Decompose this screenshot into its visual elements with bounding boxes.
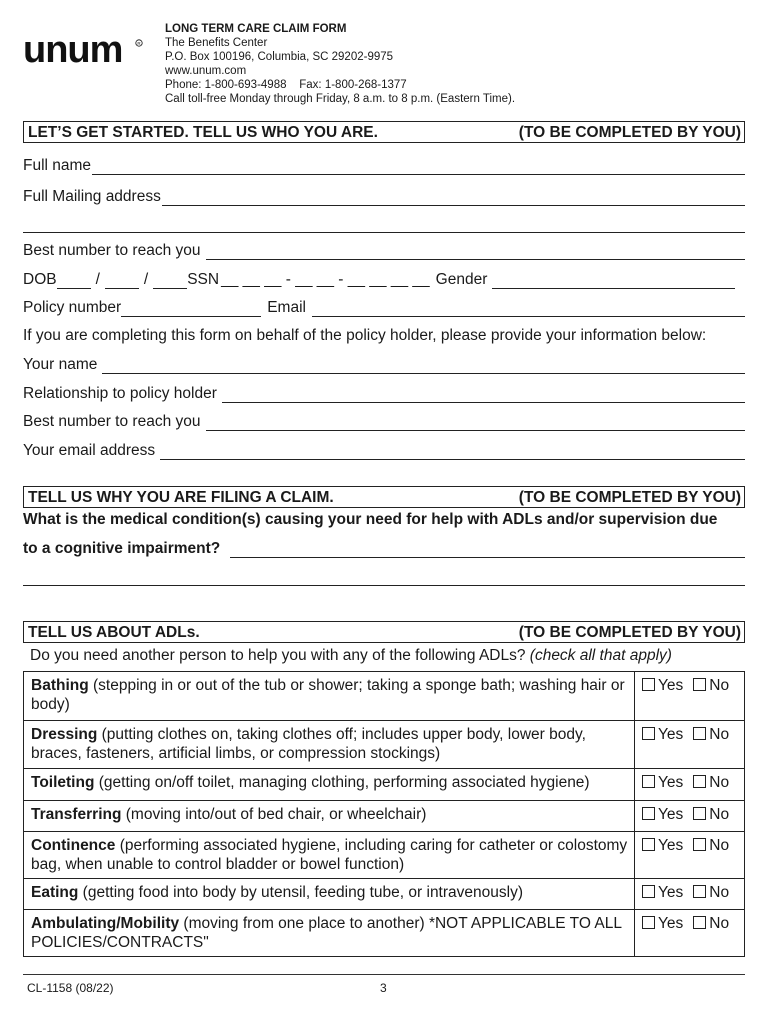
adl-row [24, 769, 745, 801]
section-header-adls [23, 621, 745, 643]
no-checkbox[interactable] [693, 916, 706, 929]
no-label: No [709, 774, 730, 791]
best-number-blank[interactable] [206, 245, 746, 260]
adl-description-cell [24, 879, 635, 910]
org-name: The Benefits Center [165, 37, 268, 49]
adl-desc: (getting food into body by utensil, feeding tube, or intravenously) [78, 884, 523, 901]
dob-ssn-gender-row [23, 269, 745, 289]
behalf-text: If you are completing this form on behalf of the policy holder, please provide your information below: [23, 327, 707, 344]
yes-checkbox[interactable] [642, 775, 655, 788]
adl-row [24, 672, 745, 721]
form-title: LONG TERM CARE CLAIM FORM [165, 23, 347, 35]
adl-row [24, 801, 745, 832]
adl-name: Toileting [31, 774, 95, 791]
condition-blank[interactable] [230, 543, 745, 558]
condition-question-line2[interactable] [23, 538, 745, 558]
adl-description-cell [24, 801, 635, 832]
adl-name: Dressing [31, 726, 98, 743]
mailing-blank-2[interactable] [23, 218, 745, 233]
yes-checkbox[interactable] [642, 678, 655, 691]
gender-blank[interactable] [492, 274, 735, 289]
footer-divider [23, 974, 745, 975]
yes-checkbox[interactable] [642, 727, 655, 740]
section-title: TELL US ABOUT ADLs. [28, 624, 200, 641]
relationship-field[interactable] [23, 383, 745, 403]
adl-table [23, 671, 745, 957]
adl-description-cell [24, 672, 635, 721]
section-title: LET’S GET STARTED. TELL US WHO YOU ARE. [28, 124, 378, 141]
mailing-blank[interactable] [162, 191, 745, 206]
your-name-blank[interactable] [102, 359, 745, 374]
yes-label: Yes [658, 884, 684, 901]
section-title: TELL US WHY YOU ARE FILING A CLAIM. [28, 489, 334, 506]
no-checkbox[interactable] [693, 807, 706, 820]
adl-row [24, 832, 745, 879]
relationship-label: Relationship to policy holder [23, 385, 217, 402]
dob-day-blank[interactable] [105, 274, 139, 289]
no-checkbox[interactable] [693, 775, 706, 788]
best-number-2-label: Best number to reach you [23, 413, 201, 430]
yes-label: Yes [658, 837, 684, 854]
section-note: (TO BE COMPLETED BY YOU) [518, 624, 741, 641]
no-checkbox[interactable] [693, 838, 706, 851]
adl-desc: (stepping in or out of the tub or shower; taking a sponge bath; washing hair or body) [31, 677, 625, 713]
no-label: No [709, 806, 730, 823]
adl-desc: (moving into/out of bed chair, or wheelchair) [121, 806, 427, 823]
dob-slash: / [95, 271, 100, 288]
adl-yes-no-cell [635, 879, 745, 910]
adl-yes-no-cell [635, 832, 745, 879]
adl-prompt-text: Do you need another person to help you with any of the following ADLs? [30, 647, 526, 664]
adl-prompt [30, 647, 672, 665]
hours: Call toll-free Monday through Friday, 8 a.m. to 8 p.m. (Eastern Time). [165, 93, 516, 105]
adl-desc: (moving from one place to another) *NOT APPLICABLE TO ALL POLICIES/CONTRACTS" [31, 915, 622, 951]
yes-label: Yes [658, 915, 684, 932]
adl-name: Continence [31, 837, 116, 854]
adl-name: Transferring [31, 806, 122, 823]
best-number-label: Best number to reach you [23, 242, 201, 259]
your-name-field[interactable] [23, 354, 745, 374]
condition-question-label: to a cognitive impairment? [23, 540, 221, 557]
adl-description-cell [24, 721, 635, 769]
your-email-field[interactable] [23, 440, 745, 460]
gender-label: Gender [435, 271, 488, 288]
yes-label: Yes [658, 774, 684, 791]
no-label: No [709, 837, 730, 854]
adl-name: Eating [31, 884, 79, 901]
yes-label: Yes [658, 726, 684, 743]
policy-blank[interactable] [121, 302, 261, 317]
phone-fax: Phone: 1-800-693-4988 Fax: 1-800-268-1377 [165, 79, 407, 91]
section-note: (TO BE COMPLETED BY YOU) [518, 489, 741, 506]
adl-name: Ambulating/Mobility [31, 915, 180, 932]
header-contact-block [165, 22, 515, 106]
condition-blank-2[interactable] [23, 571, 745, 586]
condition-question-line1: What is the medical condition(s) causing your need for help with ADLs and/or supervision due [23, 511, 718, 528]
no-label: No [709, 915, 730, 932]
best-number-2-field[interactable] [23, 411, 745, 431]
adl-description-cell [24, 832, 635, 879]
adl-row [24, 879, 745, 910]
mailing-label: Full Mailing address [23, 188, 161, 205]
relationship-blank[interactable] [222, 388, 745, 403]
adl-yes-no-cell [635, 721, 745, 769]
best-number-field[interactable] [23, 240, 745, 260]
mailing-address-line2[interactable] [23, 213, 745, 233]
your-name-label: Your name [23, 356, 98, 373]
adl-prompt-italic: (check all that apply) [529, 647, 672, 664]
email-label: Email [267, 299, 306, 316]
no-label: No [709, 677, 730, 694]
form-code: CL-1158 (08/22) [27, 981, 114, 995]
section-header-who-you-are [23, 121, 745, 143]
full-name-field[interactable] [23, 155, 745, 175]
adl-description-cell [24, 769, 635, 801]
page-number: 3 [380, 981, 387, 995]
yes-checkbox[interactable] [642, 885, 655, 898]
no-checkbox[interactable] [693, 678, 706, 691]
section-note: (TO BE COMPLETED BY YOU) [518, 124, 741, 141]
yes-checkbox[interactable] [642, 838, 655, 851]
adl-yes-no-cell [635, 672, 745, 721]
svg-text:R: R [137, 41, 141, 46]
unum-logo [23, 30, 143, 70]
logo-wordmark: unum [23, 30, 123, 70]
ssn-label: SSN [187, 271, 220, 288]
best-number-2-blank[interactable] [206, 416, 746, 431]
your-email-label: Your email address [23, 442, 156, 459]
full-name-blank[interactable] [92, 160, 745, 175]
yes-checkbox[interactable] [642, 916, 655, 929]
dob-slash: / [143, 271, 149, 288]
no-label: No [709, 884, 730, 901]
no-checkbox[interactable] [693, 727, 706, 740]
behalf-note [23, 325, 745, 345]
adl-desc: (getting on/off toilet, managing clothing, performing associated hygiene) [94, 774, 590, 791]
your-email-blank[interactable] [160, 445, 745, 460]
full-name-label: Full name [23, 157, 92, 174]
policy-label: Policy number [23, 299, 122, 316]
yes-label: Yes [658, 806, 684, 823]
no-label: No [709, 726, 730, 743]
mailing-address: P.O. Box 100196, Columbia, SC 29202-9975 [165, 51, 394, 63]
dob-label: DOB [23, 271, 57, 288]
adl-yes-no-cell [635, 769, 745, 801]
yes-checkbox[interactable] [642, 807, 655, 820]
dob-month-blank[interactable] [57, 274, 91, 289]
adl-row [24, 721, 745, 769]
yes-label: Yes [658, 677, 684, 694]
website-link[interactable]: www.unum.com [165, 65, 247, 77]
policy-email-row [23, 297, 745, 317]
adl-row [24, 910, 745, 957]
adl-yes-no-cell [635, 801, 745, 832]
dob-year-blank[interactable] [153, 274, 187, 289]
adl-description-cell [24, 910, 635, 957]
adl-yes-no-cell [635, 910, 745, 957]
no-checkbox[interactable] [693, 885, 706, 898]
condition-line2[interactable] [23, 566, 745, 586]
section-header-filing-claim [23, 486, 745, 508]
adl-desc: (performing associated hygiene, including caring for catheter or colostomy bag, when unable to control bladder or bowel function) [31, 837, 628, 873]
adl-name: Bathing [31, 677, 89, 694]
email-blank[interactable] [312, 302, 745, 317]
adl-desc: (putting clothes on, taking clothes off; includes upper body, lower body, braces, fasteners, artificial limbs, or compression stockings) [31, 726, 586, 762]
ssn-input[interactable]: __ __ __ - __ __ - __ __ __ __ [221, 271, 430, 288]
mailing-address-field[interactable] [23, 186, 745, 206]
